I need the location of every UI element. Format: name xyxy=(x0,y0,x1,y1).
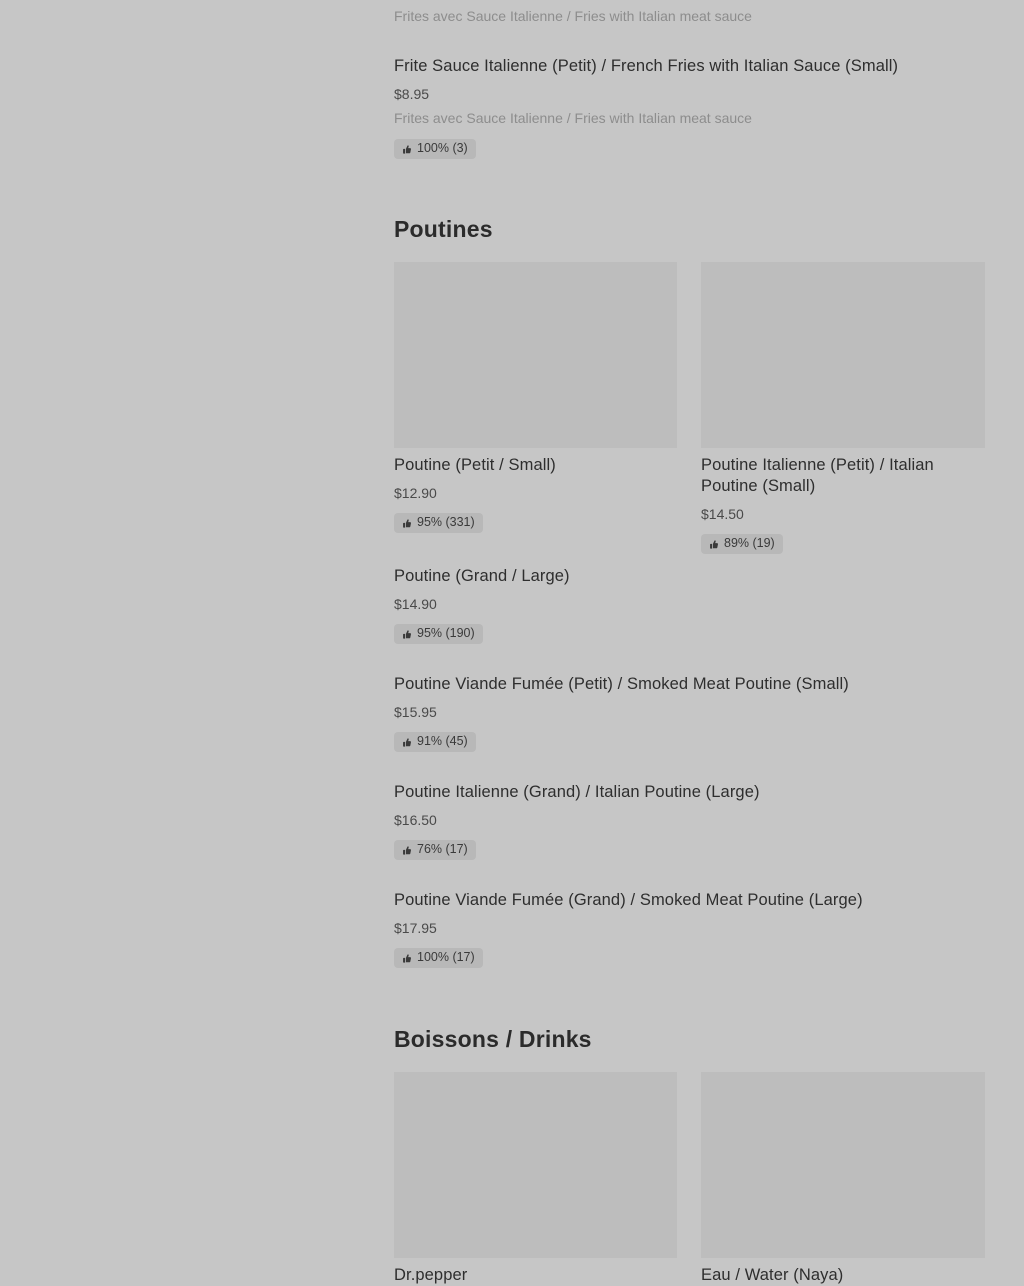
menu-item-smoked-meat-poutine-large[interactable] xyxy=(394,890,986,968)
menu-item-water-naya[interactable] xyxy=(701,1072,985,1286)
item-rating-value: 95% (331) xyxy=(417,515,475,529)
item-name: Poutine (Grand / Large) xyxy=(394,567,570,585)
item-rating-value: 76% (17) xyxy=(417,842,468,856)
item-rating-badge xyxy=(394,840,476,860)
item-rating-badge xyxy=(394,513,483,533)
menu-item-smoked-meat-poutine-small[interactable] xyxy=(394,674,986,752)
item-image-placeholder xyxy=(701,262,985,448)
item-name: Frite Sauce Italienne (Petit) / French Fries with Italian Sauce (Small) xyxy=(394,57,899,75)
item-description: Frites avec Sauce Italienne / Fries with Italian meat sauce xyxy=(394,110,752,126)
item-name: Dr.pepper xyxy=(394,1266,468,1284)
item-rating-value: 95% (190) xyxy=(417,626,475,640)
thumbs-up-icon xyxy=(401,845,412,856)
item-name: Eau / Water (Naya) xyxy=(701,1266,844,1284)
menu-item-italian-poutine-large[interactable] xyxy=(394,782,986,860)
thumbs-up-icon xyxy=(401,518,412,529)
item-description: Frites avec Sauce Italienne / Fries with Italian meat sauce xyxy=(394,8,752,24)
item-rating-value: 91% (45) xyxy=(417,734,468,748)
item-name: Poutine Italienne (Petit) / Italian Poutine (Small) xyxy=(701,456,934,495)
menu-item-fries-small[interactable] xyxy=(394,56,986,159)
thumbs-up-icon xyxy=(401,953,412,964)
menu-item-partial xyxy=(394,7,986,25)
item-price: $16.50 xyxy=(394,812,437,828)
menu-item-italian-poutine-small[interactable] xyxy=(701,262,985,554)
section-title-poutines: Poutines xyxy=(394,216,493,242)
thumbs-up-icon xyxy=(708,539,719,550)
item-price: $8.95 xyxy=(394,86,430,102)
item-rating-badge xyxy=(394,139,476,159)
menu-item-poutine-small[interactable] xyxy=(394,262,677,533)
item-rating-badge xyxy=(394,948,483,968)
item-name: Poutine Viande Fumée (Grand) / Smoked Meat Poutine (Large) xyxy=(394,891,863,909)
item-price: $14.90 xyxy=(394,596,437,612)
item-price: $15.95 xyxy=(394,704,437,720)
item-image-placeholder xyxy=(394,262,677,448)
item-name: Poutine Viande Fumée (Petit) / Smoked Meat Poutine (Small) xyxy=(394,675,849,693)
item-rating-badge xyxy=(394,732,476,752)
section-title-drinks: Boissons / Drinks xyxy=(394,1026,592,1052)
item-price: $17.95 xyxy=(394,920,437,936)
item-rating-badge xyxy=(701,534,783,554)
item-rating-value: 100% (3) xyxy=(417,141,468,155)
item-rating-value: 100% (17) xyxy=(417,950,475,964)
item-image-placeholder xyxy=(394,1072,677,1258)
item-rating-value: 89% (19) xyxy=(724,536,775,550)
thumbs-up-icon xyxy=(401,737,412,748)
item-image-placeholder xyxy=(701,1072,985,1258)
item-rating-badge xyxy=(394,624,483,644)
menu-item-poutine-large[interactable] xyxy=(394,566,986,644)
item-price: $14.50 xyxy=(701,506,744,522)
thumbs-up-icon xyxy=(401,629,412,640)
item-name: Poutine (Petit / Small) xyxy=(394,456,556,474)
item-price: $12.90 xyxy=(394,485,437,501)
thumbs-up-icon xyxy=(401,144,412,155)
item-name: Poutine Italienne (Grand) / Italian Poutine (Large) xyxy=(394,783,760,801)
menu-item-dr-pepper[interactable] xyxy=(394,1072,677,1286)
